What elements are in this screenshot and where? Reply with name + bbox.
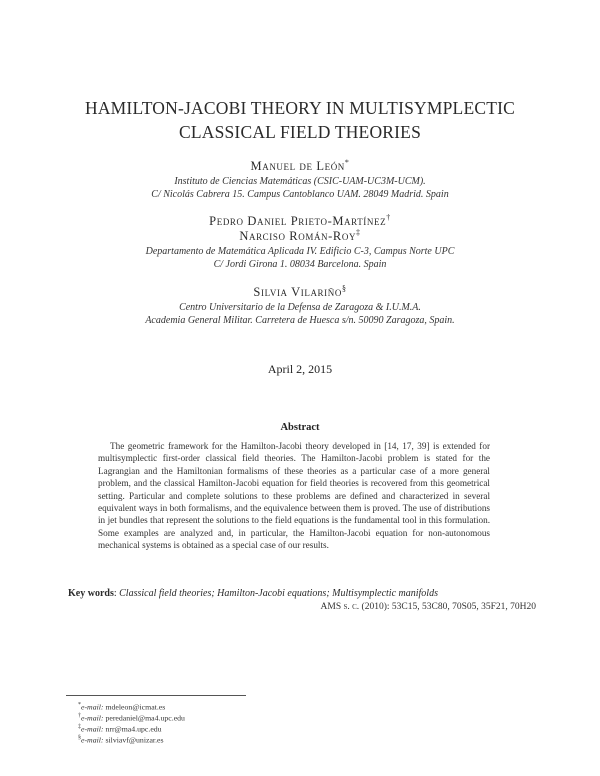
author-mark: ‡ [356,228,361,237]
affiliation-line: Centro Universitario de la Defensa de Zaragoza & I.U.M.A. [179,302,421,313]
abstract-heading: Abstract [280,422,320,433]
footnote-rule [66,695,246,696]
affiliation-line: C/ Jordi Girona 1. 08034 Barcelona. Spain [213,259,387,270]
affiliation-line: C/ Nicolás Cabrera 15. Campus Cantoblanco UAM. 28049 Madrid. Spain [151,189,449,200]
author-4 [60,284,540,300]
ams-label: AMS s. c. (2010): [320,602,390,612]
footnote-label: e-mail: [81,735,104,745]
title-line-2: CLASSICAL FIELD THEORIES [178,122,422,142]
affiliation-line: Instituto de Ciencias Matemáticas (CSIC-UAM-UC3M-UCM). [174,176,426,187]
author-name: Pedro Daniel Prieto-Martínez [209,214,387,229]
abstract-text: The geometric framework for the Hamilton-Jacobi theory developed in [14, 17, 39] is extended for multisymplectic first-order classical field theories. The Hamilton-Jacobi problem is stated for the Lagrangian and the Hamiltonian formalisms of these theories as a particular case of a more general problem, and the classical Hamilton-Jacobi equation for field theories is recovered from this geometrical setting. Particular and complete solutions to these problems are defined and characterized in several equivalent ways in both formalisms, and the equivalence between them is proved. The use of distributions in jet bundles that represent the solutions to the field equations is the fundamental tool in this formulation. Some examples are analyzed and, in particular, the Hamilton-Jacobi equation for non-autonomous mechanical systems is obtained as a special case of our results. [98,441,490,551]
author-mark: * [344,158,350,167]
affiliation-1 [60,175,540,201]
author-name: Manuel de León [250,159,345,174]
ams-codes: 53C15, 53C80, 70S05, 35F21, 70H20 [391,602,536,612]
title-line-1: HAMILTON-JACOBI THEORY IN MULTISYMPLECTIC [84,98,515,118]
footnote-email[interactable]: peredaniel@ma4.upc.edu [105,713,185,723]
footnote-label: e-mail: [81,724,104,734]
author-mark: † [386,213,391,222]
affiliation-line: Academia General Militar. Carretera de Huesca s/n. 50090 Zaragoza, Spain. [145,315,455,326]
footnote-mark: * [78,702,81,708]
author-name: Narciso Román-Roy [239,229,357,244]
keywords [68,588,538,599]
affiliation-2 [60,245,540,271]
footnote-mark: ‡ [78,724,81,730]
author-1 [60,158,540,174]
author-3 [60,228,540,244]
footnote-email[interactable]: mdeleon@icmat.es [105,702,166,712]
ams-classification [321,602,536,612]
footnote-mark: † [78,713,81,719]
keywords-label: Key words [68,588,114,599]
footnote-email[interactable]: silviavf@unizar.es [105,735,164,745]
affiliation-line: Departamento de Matemática Aplicada IV. Edificio C-3, Campus Norte UPC [145,246,455,257]
paper-title [60,96,540,144]
footnote-4 [78,733,164,746]
keywords-colon: : [113,588,120,599]
keywords-text: Classical field theories; Hamilton-Jacobi equations; Multisymplectic manifolds [119,588,438,599]
footnote-label: e-mail: [81,702,104,712]
paper-date: April 2, 2015 [267,362,333,376]
footnote-mark: § [78,735,81,741]
footnote-label: e-mail: [81,713,104,723]
author-name: Silvia Vilariño [253,285,342,300]
footnote-email[interactable]: nrr@ma4.upc.edu [105,724,162,734]
author-2 [60,213,540,229]
affiliation-3 [60,301,540,327]
author-mark: § [341,284,347,293]
